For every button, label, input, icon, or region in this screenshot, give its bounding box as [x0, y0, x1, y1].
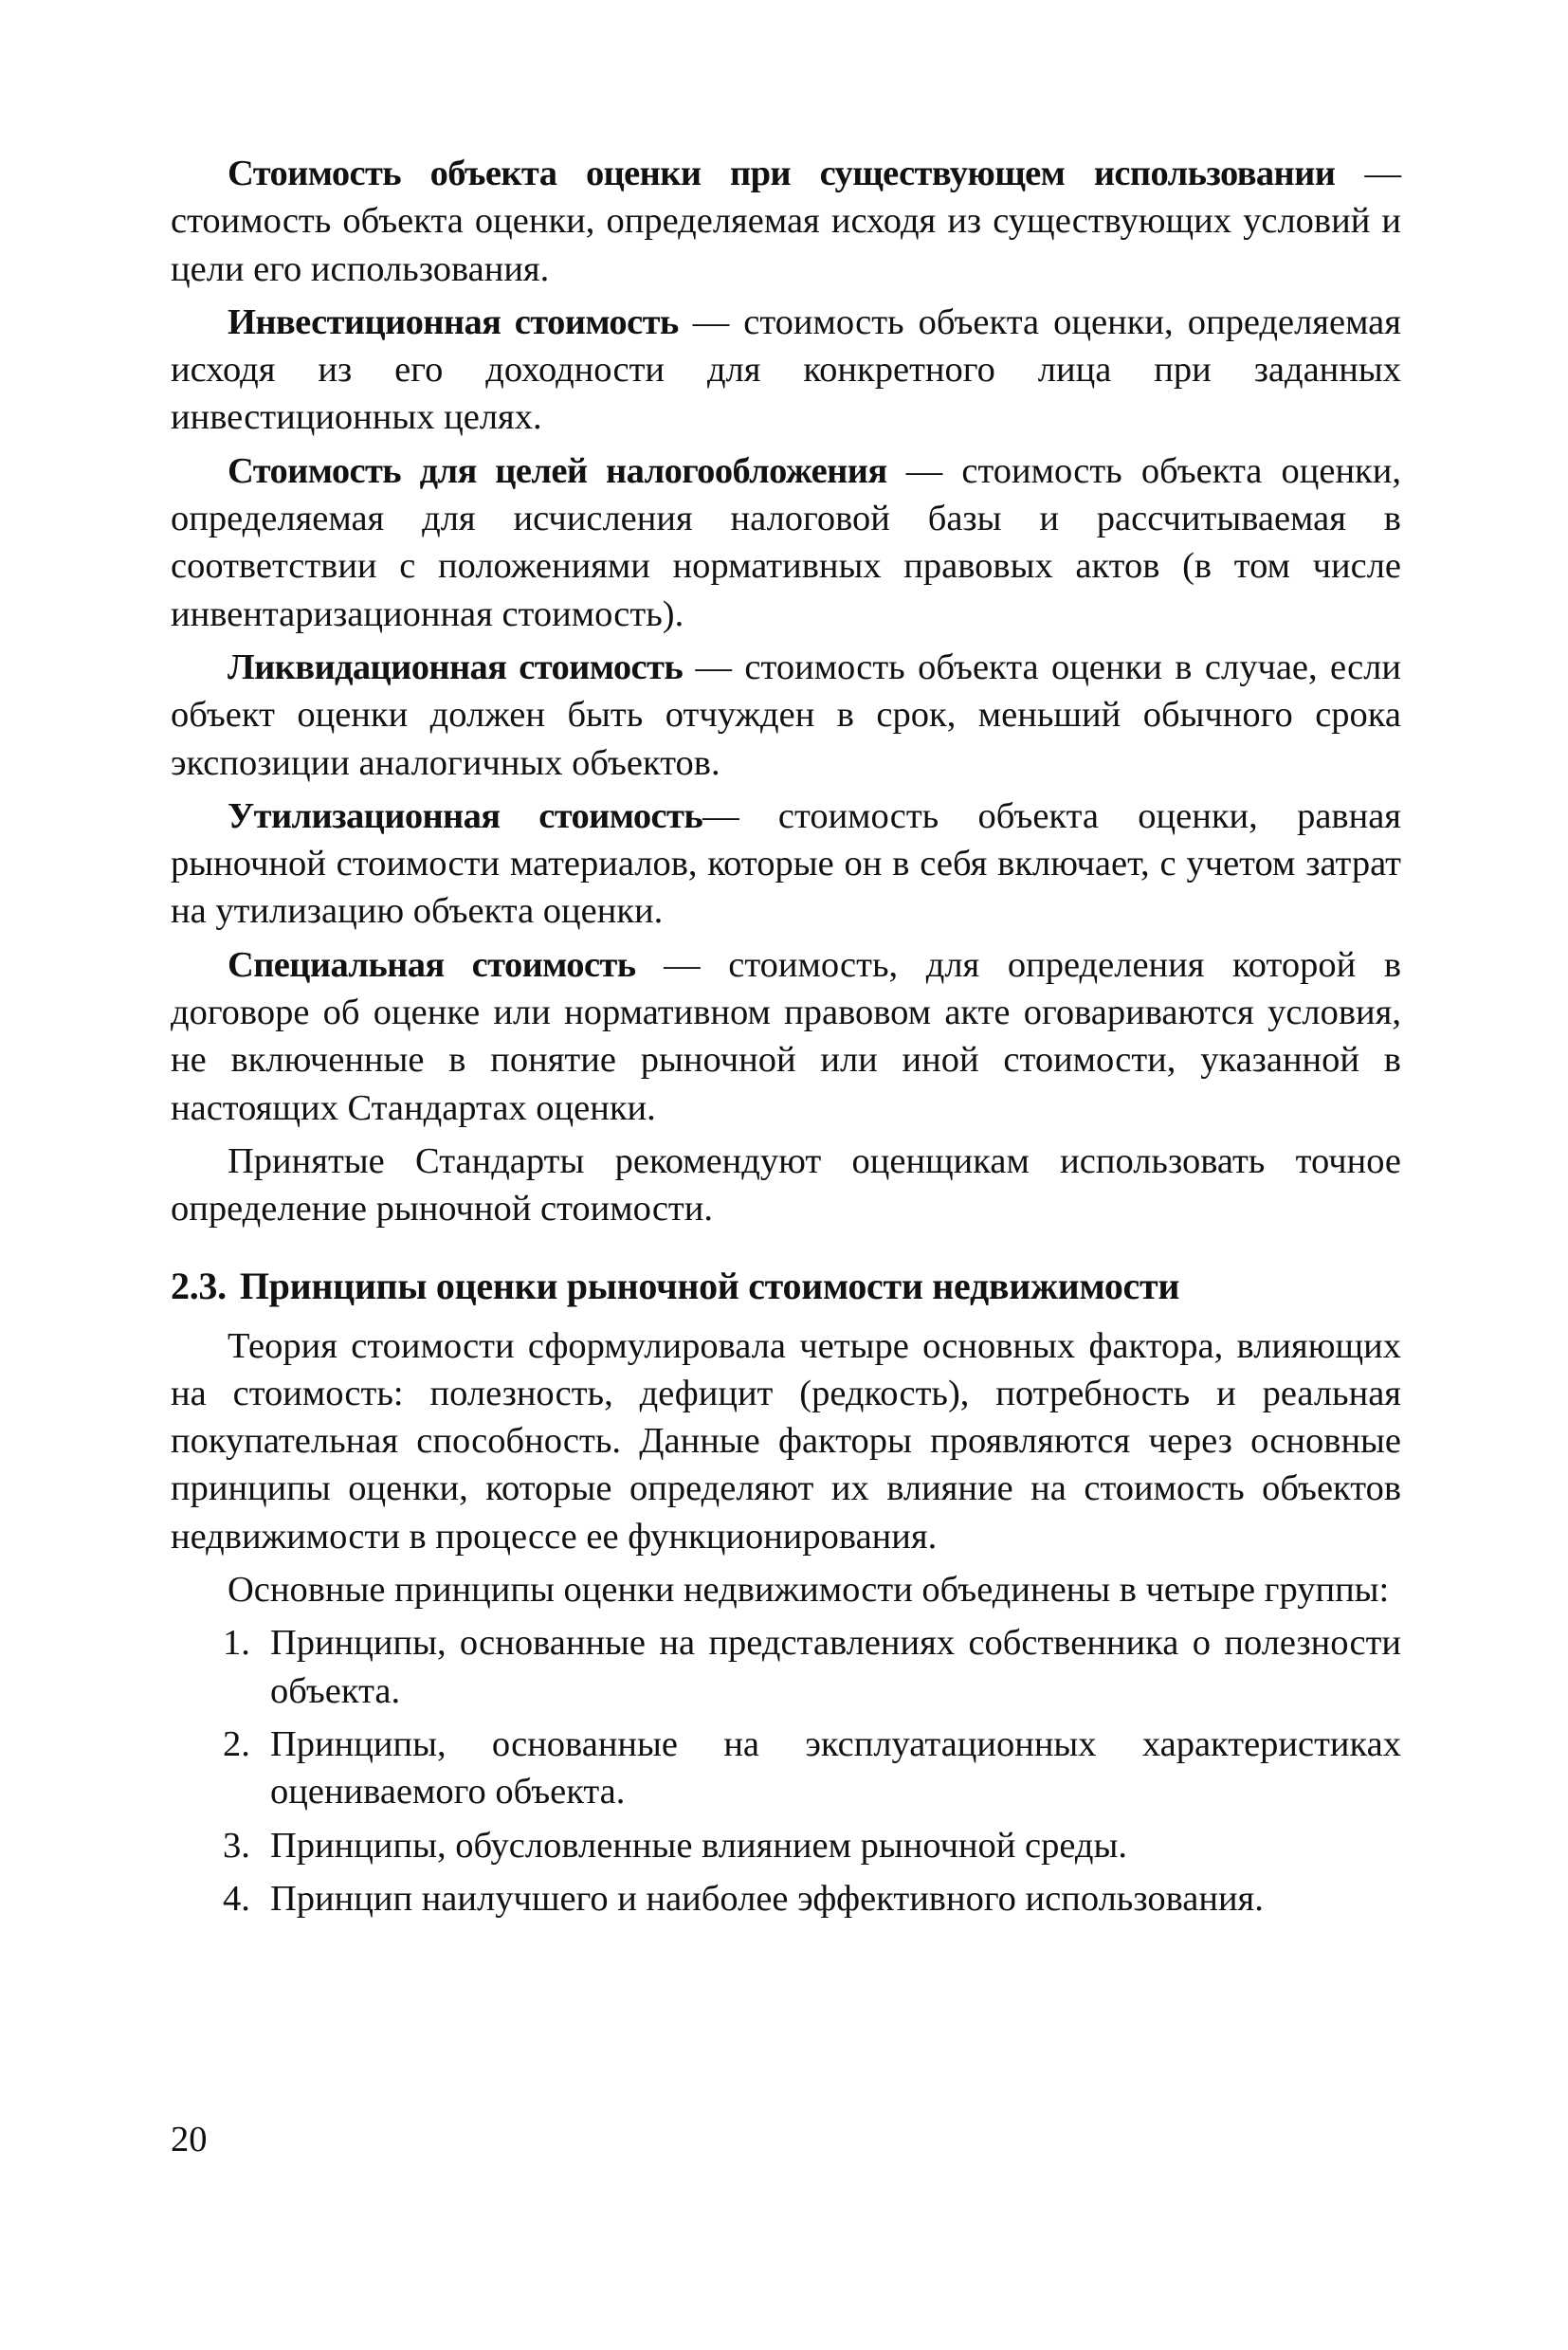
list-item-number: 1.: [223, 1623, 250, 1664]
definition-term: Утилизационная стоимость: [228, 795, 703, 836]
body-paragraph: Теория стоимости сформулировала четыре основных фактора, влияющих на стоимость: полезность, дефицит (редкость), потребность и реальная покупательная способность. Данные факторы проявляются через основные принципы оценки, которые определяют их влияние на стоимость объектов недвижимости в процессе ее функционирования.: [171, 1325, 1401, 1557]
definition-text: — стоимость объекта оценки, определяемая для исчисления налоговой базы и рассчитываемая в соответствии с положениями нормативных правовых актов (в том числе инвентаризационная стоимость).: [171, 450, 1401, 634]
definition-term: Стоимость объекта оценки при существующем использовании: [228, 154, 1336, 193]
definition-text: — стоимость объекта оценки, определяемая исходя из существующих условий и цели его использования.: [171, 154, 1402, 289]
definition-text: — стоимость объекта оценки, равная рыночной стоимости материалов, которые он в себя включает, с учетом затрат на утилизацию объекта оценки.: [171, 795, 1402, 932]
page-number: 20: [171, 2120, 208, 2159]
list-item: [171, 1822, 1401, 1869]
section-title: Принципы оценки рыночной стоимости недвижимости: [239, 1264, 1180, 1307]
definition-paragraph: [171, 299, 1401, 442]
definition-paragraph: [171, 941, 1401, 1132]
definition-paragraph: [171, 792, 1401, 936]
definition-term: Стоимость для целей налогообложения: [228, 450, 887, 491]
recommendation-paragraph: Принятые Стандарты рекомендуют оценщикам использовать точное определение рыночной стоимости.: [171, 1140, 1401, 1230]
list-item-text: Принцип наилучшего и наиболее эффективного использования.: [270, 1878, 1264, 1919]
definition-text: — стоимость объекта оценки в случае, если объект оценки должен быть отчужден в срок, меньший обычного срока экспозиции аналогичных объектов.: [171, 647, 1401, 783]
definition-term: Ликвидационная стоимость: [228, 647, 684, 687]
definition-paragraph: [171, 644, 1401, 787]
list-item: [171, 1875, 1401, 1922]
list-item-text: Принципы, обусловленные влиянием рыночной среды.: [270, 1825, 1128, 1866]
page-content: [171, 150, 1401, 1928]
list-item-text: Принципы, основанные на представлениях собственника о полезности объекта.: [270, 1623, 1401, 1711]
list-item-number: 3.: [223, 1825, 250, 1866]
principles-list: [171, 1619, 1401, 1922]
definition-term: Инвестиционная стоимость: [228, 301, 679, 342]
section-heading: [171, 1262, 1401, 1311]
list-item-number: 2.: [223, 1723, 250, 1764]
section-number: 2.3.: [171, 1264, 227, 1307]
list-item: [171, 1619, 1401, 1715]
definition-term: Специальная стоимость: [228, 944, 636, 985]
list-item: [171, 1721, 1401, 1816]
list-item-number: 4.: [223, 1878, 250, 1919]
definition-text: — стоимость, для определения которой в договоре об оценке или нормативном правовом акте оговариваются условия, не включенные в понятие рыночной или иной стоимости, указанной в настоящих Стандартах оценки.: [171, 944, 1401, 1128]
body-paragraph: Основные принципы оценки недвижимости объединены в четыре группы:: [228, 1570, 1390, 1611]
definition-paragraph: [171, 447, 1401, 638]
definition-paragraph: [171, 150, 1401, 293]
list-item-text: Принципы, основанные на эксплуатационных характеристиках оцениваемого объекта.: [270, 1723, 1401, 1813]
definition-text: — стоимость объекта оценки, определяемая исходя из его доходности для конкретного лица при заданных инвестиционных целях.: [171, 301, 1401, 438]
